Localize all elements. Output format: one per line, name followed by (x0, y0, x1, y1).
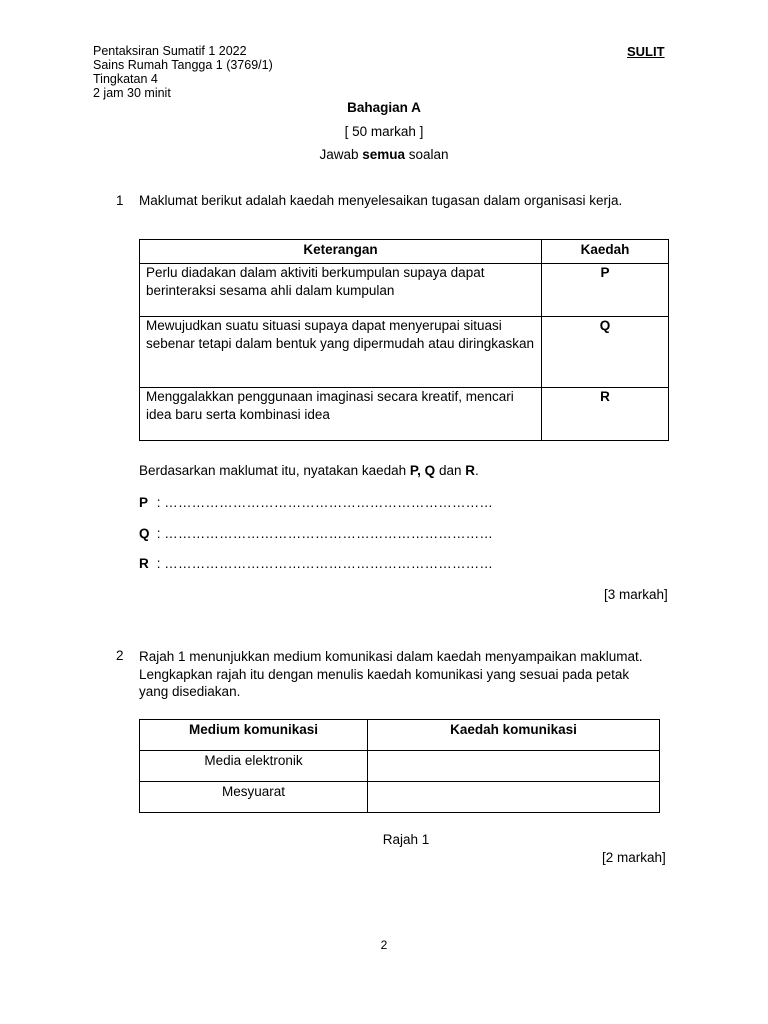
q1-prompt (139, 463, 479, 478)
q1-row-q-desc: Mewujudkan suatu situasi supaya dapat menyerupai situasi sebenar tetapi dalam bentuk yang dipermudah atau diringkaskan (140, 317, 542, 388)
table-row (140, 264, 669, 317)
q2-header-medium: Medium komunikasi (140, 720, 368, 751)
section-title: Bahagian A (347, 100, 421, 115)
answer-line[interactable]: ……………………………………………………………… (164, 556, 494, 571)
answer-label: P (139, 495, 149, 510)
answer-separator: : (153, 556, 165, 571)
q1-row-q-code: Q (542, 317, 669, 388)
answer-label: Q (139, 526, 150, 541)
q2-row-medium: Media elektronik (140, 751, 368, 782)
q1-row-p-code: P (542, 264, 669, 317)
q1-row-r-code: R (542, 388, 669, 441)
q1-prompt-bold1: P, Q (409, 463, 436, 478)
instruction-post: soalan (405, 147, 449, 162)
header-line-3: Tingkatan 4 (93, 72, 158, 86)
section-marks: [ 50 markah ] (344, 124, 424, 139)
answer-separator: : (153, 526, 165, 541)
q1-row-r-desc: Menggalakkan penggunaan imaginasi secara kreatif, mencari idea baru serta kombinasi idea (140, 388, 542, 441)
answer-separator: : (153, 495, 165, 510)
section-instruction (0, 147, 768, 162)
q1-prompt-mid: dan (435, 463, 466, 478)
q1-answer-q[interactable] (139, 526, 493, 541)
q1-table-header-row (140, 240, 669, 264)
answer-line[interactable]: ……………………………………………………………… (164, 526, 494, 541)
q2-caption: Rajah 1 (382, 832, 430, 847)
q2-table-header-row (140, 720, 660, 751)
q2-row-method-input[interactable] (368, 782, 660, 813)
q2-marks: [2 markah] (602, 850, 666, 865)
q1-answer-p[interactable] (139, 495, 493, 510)
q2-table (139, 719, 660, 813)
header-line-1: Pentaksiran Sumatif 1 2022 (93, 44, 247, 58)
q1-text: Maklumat berikut adalah kaedah menyelesaikan tugasan dalam organisasi kerja. (139, 193, 623, 208)
q2-text-line-3: yang disediakan. (139, 684, 241, 699)
answer-label: R (139, 556, 149, 571)
q1-prompt-end: . (474, 463, 479, 478)
q2-text (139, 648, 643, 701)
table-row (140, 388, 669, 441)
table-row (140, 317, 669, 388)
q2-text-line-2: Lengkapkan rajah itu dengan menulis kaedah komunikasi yang sesuai pada petak (139, 666, 630, 682)
classification-label: SULIT (627, 44, 665, 59)
q1-header-kaedah: Kaedah (542, 240, 669, 264)
q2-header-kaedah: Kaedah komunikasi (368, 720, 660, 751)
q1-marks: [3 markah] (604, 587, 668, 602)
header-line-2: Sains Rumah Tangga 1 (3769/1) (93, 58, 273, 72)
q2-row-method-input[interactable] (368, 751, 660, 782)
instruction-bold: semua (362, 147, 405, 162)
table-row (140, 751, 660, 782)
q1-row-p-desc: Perlu diadakan dalam aktiviti berkumpulan supaya dapat berinteraksi sesama ahli dalam kumpulan (140, 264, 542, 317)
q1-answer-r[interactable] (139, 556, 493, 571)
q1-prompt-pre: Berdasarkan maklumat itu, nyatakan kaedah (139, 463, 410, 478)
q1-number: 1 (116, 193, 124, 208)
q1-table (139, 239, 669, 441)
q2-text-line-1: Rajah 1 menunjukkan medium komunikasi dalam kaedah menyampaikan maklumat. (139, 649, 643, 664)
q2-number: 2 (116, 648, 124, 663)
table-row (140, 782, 660, 813)
page-number: 2 (380, 938, 388, 952)
instruction-pre: Jawab (319, 147, 363, 162)
answer-line[interactable]: ……………………………………………………………… (164, 495, 494, 510)
q1-prompt-bold2: R (465, 463, 475, 478)
q2-row-medium: Mesyuarat (140, 782, 368, 813)
header-line-4: 2 jam 30 minit (93, 86, 171, 100)
q1-header-keterangan: Keterangan (140, 240, 542, 264)
